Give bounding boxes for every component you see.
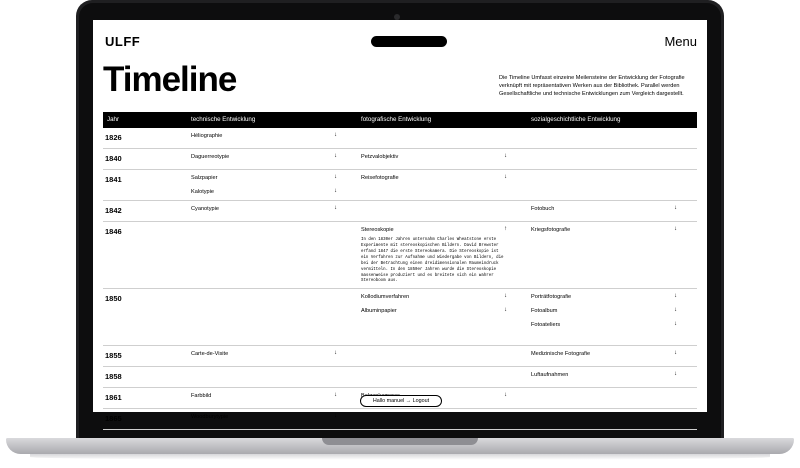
arrow-down-icon[interactable]: ↓	[504, 307, 507, 313]
column-header-foto: fotografische Entwicklung	[361, 116, 432, 123]
row-year: 1855	[105, 351, 122, 360]
entry-description: In den 1830er Jahren unternahm Charles Wheatstone erste Experimente mit stereoskopischen Bildern. David Brewster erfand 1847 die erste Stereokamera. Die Stereoskopie ist ein Verfahren zur Aufnahme und Wiedergabe von Bildern, die bei der Betrachtung einen dreidimensionalen Raumeindruck vermitteln. In den 1850er Jahren wurde die Stereoskopie massenweise produziert und es breitete sich ein wahrer Stereoboom aus.	[361, 238, 504, 284]
timeline-entry[interactable]	[361, 222, 507, 236]
entry-label: Kollodiumverfahren	[361, 294, 410, 300]
entry-label: Fotoateliers	[531, 322, 561, 328]
user-logout-button[interactable]: Hallo manuel → Logout	[360, 395, 442, 407]
cell-sozial	[531, 222, 677, 236]
timeline-entry[interactable]	[191, 170, 337, 184]
entry-label: Daguerreotypie	[191, 154, 230, 160]
menu-button[interactable]: Menu	[664, 34, 697, 49]
table-row	[103, 170, 697, 201]
cell-foto	[361, 149, 507, 163]
timeline-entry[interactable]	[531, 303, 677, 317]
cell-sozial	[531, 201, 677, 215]
entry-label: Carte-de-Visite	[191, 351, 229, 357]
entry-label: Albuminpapier	[361, 308, 397, 314]
table-row	[103, 346, 697, 367]
arrow-down-icon[interactable]: ↓	[504, 174, 507, 180]
arrow-down-icon[interactable]: ↓	[674, 293, 677, 299]
timeline-entry[interactable]	[531, 367, 677, 381]
timeline-entry[interactable]	[531, 346, 677, 360]
entry-label: Petzvalobjektiv	[361, 154, 399, 160]
entry-label: Stereoskopie	[361, 227, 394, 233]
cell-foto	[361, 222, 507, 284]
column-header-year: Jahr	[107, 116, 120, 123]
timeline-entry[interactable]	[191, 184, 337, 198]
arrow-down-icon[interactable]: ↓	[504, 392, 507, 398]
timeline-entry[interactable]	[191, 149, 337, 163]
cell-sozial	[531, 367, 677, 381]
arrow-down-icon[interactable]: ↓	[674, 226, 677, 232]
table-row	[103, 367, 697, 388]
arrow-down-icon[interactable]: ↓	[334, 188, 337, 194]
timeline-entry[interactable]	[191, 388, 337, 402]
row-year: 1841	[105, 175, 122, 184]
arrow-up-icon[interactable]: ↑	[504, 226, 507, 232]
row-year: 1846	[105, 227, 122, 236]
row-year: 1826	[105, 133, 122, 142]
cell-tech	[191, 149, 337, 163]
cell-tech	[191, 346, 337, 360]
timeline-entry[interactable]	[531, 222, 677, 236]
arrow-down-icon[interactable]: ↓	[674, 307, 677, 313]
laptop-shadow	[30, 454, 770, 460]
arrow-down-icon[interactable]: ↓	[334, 413, 337, 419]
entry-label: Woodburytypie	[191, 414, 229, 420]
cell-tech	[191, 388, 337, 402]
browser-viewport	[93, 20, 707, 423]
arrow-down-icon[interactable]: ↓	[674, 350, 677, 356]
cell-sozial	[531, 346, 677, 360]
arrow-down-icon[interactable]: ↓	[674, 321, 677, 327]
arrow-down-icon[interactable]: ↓	[334, 153, 337, 159]
arrow-down-icon[interactable]: ↓	[334, 392, 337, 398]
entry-label: Farbbild	[191, 393, 212, 399]
cell-sozial	[531, 289, 677, 331]
timeline-entry[interactable]	[361, 289, 507, 303]
laptop-notch	[322, 438, 478, 445]
table-row	[103, 201, 697, 222]
row-year: 1850	[105, 294, 122, 303]
timeline-header	[103, 112, 697, 128]
site-logo[interactable]: ULFF	[105, 34, 141, 49]
entry-label: Salzpapier	[191, 175, 218, 181]
cell-tech	[191, 128, 337, 142]
entry-label: Kriegsfotografie	[531, 227, 571, 233]
row-year: 1861	[105, 393, 122, 402]
arrow-down-icon[interactable]: ↓	[334, 132, 337, 138]
column-header-tech: technische Entwicklung	[191, 116, 256, 123]
cell-tech	[191, 201, 337, 215]
row-year: 1865	[105, 414, 122, 423]
row-year: 1840	[105, 154, 122, 163]
cell-foto	[361, 289, 507, 317]
timeline-entry[interactable]	[191, 201, 337, 215]
arrow-down-icon[interactable]: ↓	[334, 205, 337, 211]
row-year: 1858	[105, 372, 122, 381]
arrow-down-icon[interactable]: ↓	[674, 205, 677, 211]
entry-label: Reisefotografie	[361, 175, 399, 181]
entry-label: Kalotypie	[191, 189, 215, 195]
timeline-entry[interactable]	[191, 128, 337, 142]
table-row	[103, 149, 697, 170]
cell-tech	[191, 170, 337, 198]
cell-foto	[361, 170, 507, 184]
timeline-entry[interactable]	[361, 149, 507, 163]
arrow-down-icon[interactable]: ↓	[504, 293, 507, 299]
timeline-entry[interactable]	[361, 303, 507, 317]
entry-label: Medizinische Fotografie	[531, 351, 591, 357]
timeline-table	[103, 128, 697, 430]
arrow-down-icon[interactable]: ↓	[504, 153, 507, 159]
timeline-entry[interactable]	[531, 289, 677, 303]
entry-label: Luftaufnahmen	[531, 372, 569, 378]
row-year: 1842	[105, 206, 122, 215]
cell-tech	[191, 409, 337, 423]
arrow-down-icon[interactable]: ↓	[674, 371, 677, 377]
entry-label: Fotobuch	[531, 206, 555, 212]
table-row	[103, 289, 697, 346]
entry-label: Fotoalbum	[531, 308, 558, 314]
timeline-entry[interactable]	[191, 346, 337, 360]
entry-label: Cyanotypie	[191, 206, 219, 212]
table-row	[103, 222, 697, 289]
table-row	[103, 128, 697, 149]
timeline-entry[interactable]	[531, 201, 677, 215]
timeline-entry[interactable]	[531, 317, 677, 331]
arrow-down-icon[interactable]: ↓	[334, 174, 337, 180]
page-title: Timeline	[103, 60, 237, 99]
table-row	[103, 409, 697, 430]
timeline-entry[interactable]	[191, 409, 337, 423]
entry-label: Porträtfotografie	[531, 294, 572, 300]
intro-text: Die Timeline Umfasst einzeine Meilensteine der Entwicklung der Fotografie verknüpft mit repräsentativen Werken aus der Bibliothek. Parallel werden Gesellschaftliche und technische Entwicklungen zum Vergleich dargestellt.	[499, 75, 685, 98]
column-header-sozial: sozialgeschichtliche Entwicklung	[531, 116, 621, 123]
timeline-entry[interactable]	[361, 170, 507, 184]
arrow-down-icon[interactable]: ↓	[334, 350, 337, 356]
entry-label: Héliographie	[191, 133, 223, 139]
scroll-indicator	[371, 36, 447, 47]
